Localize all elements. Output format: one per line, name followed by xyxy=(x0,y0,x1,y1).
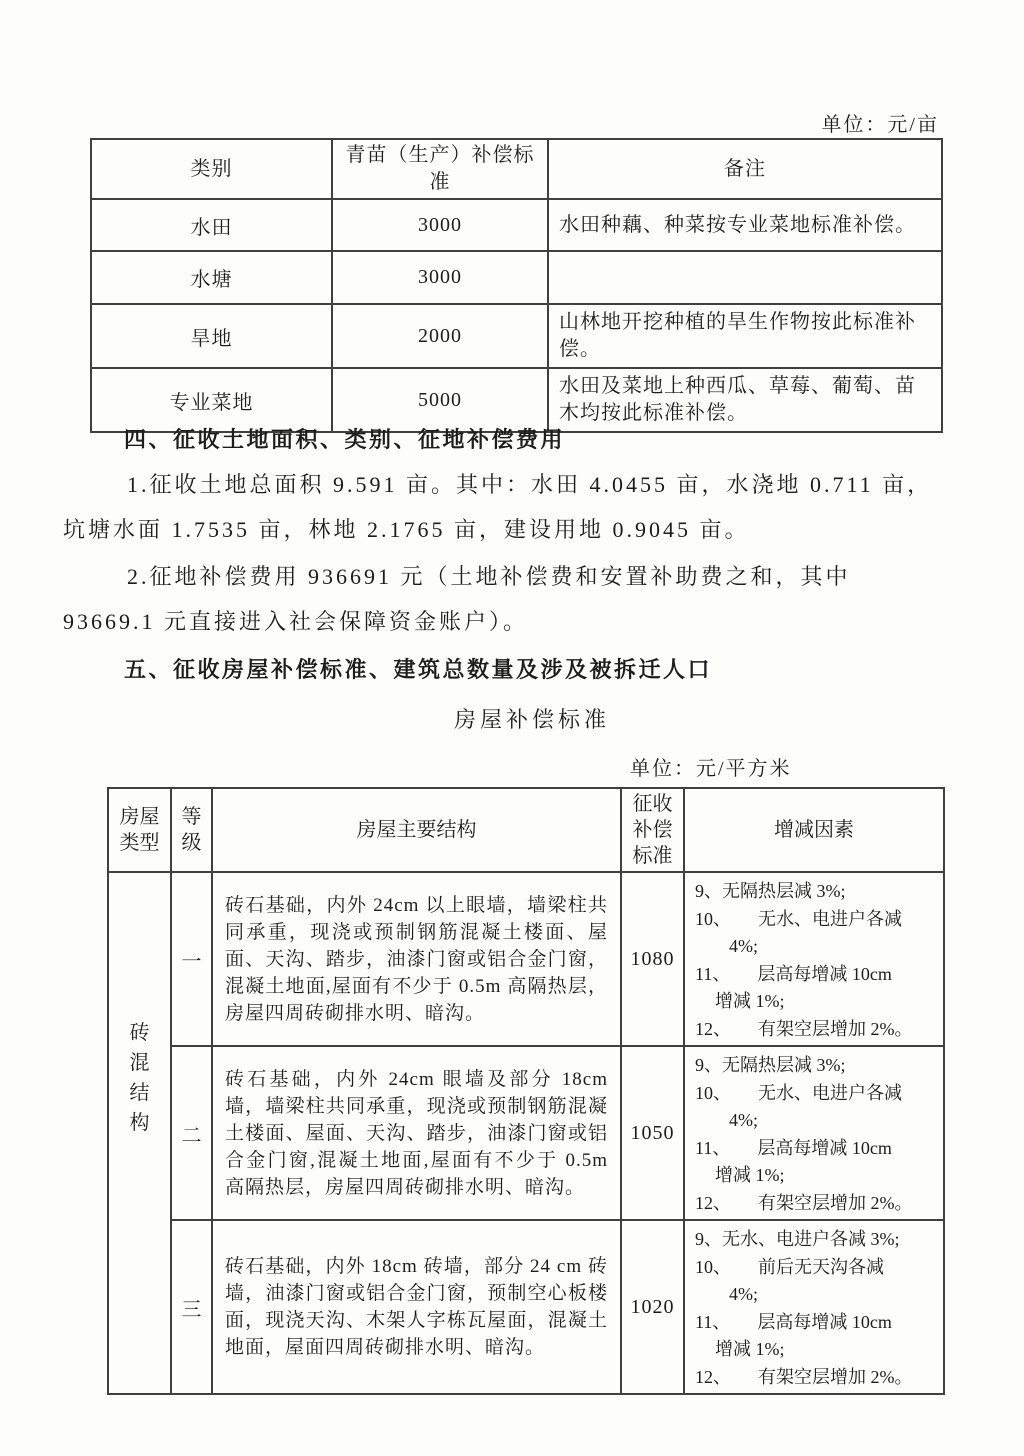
standard-cell: 5000 xyxy=(332,368,548,432)
section4-heading: 四、征收土地面积、类别、征地补偿费用 xyxy=(124,427,566,452)
category-cell: 水塘 xyxy=(91,251,332,304)
category-cell: 专业菜地 xyxy=(91,368,332,432)
table2-unit-label: 单位：元/平方米 xyxy=(630,758,792,780)
factor-line: 11、 层高每增减 10cm xyxy=(695,963,892,984)
col-header-grade: 等级 xyxy=(171,788,212,872)
table-row xyxy=(91,304,942,368)
standard-cell: 1050 xyxy=(621,1046,684,1220)
house-type-cell xyxy=(108,872,171,1394)
standard-cell: 3000 xyxy=(332,199,548,251)
structure-cell: 砖石基础，内外 18cm 砖墙，部分 24 cm 砖墙，油漆门窗或铝合金门窗，预制空心板楼面，现浇天沟、木架人字栋瓦屋面，混凝土地面，屋面四周砖砌排水明、暗沟。 xyxy=(212,1220,621,1394)
table-row xyxy=(108,1046,944,1220)
col-header-standard: 征收补偿标准 xyxy=(621,788,684,872)
factor-line: 增减 1%; xyxy=(715,991,785,1011)
grade-cell: 二 xyxy=(171,1046,212,1220)
table-row xyxy=(108,872,944,1046)
factors-cell xyxy=(684,872,944,1046)
factor-line: 增减 1%; xyxy=(715,1339,785,1359)
table-row xyxy=(108,1220,944,1394)
factor-line: 9、无隔热层减 3%; xyxy=(695,1055,846,1075)
factor-line: 增减 1%; xyxy=(715,1165,785,1185)
crop-compensation-table xyxy=(90,138,943,433)
factor-line: 11、 层高每增减 10cm xyxy=(695,1137,892,1158)
factor-line: 10、 无水、电进户各减 xyxy=(695,1082,902,1103)
category-cell: 水田 xyxy=(91,199,332,251)
col-header-category: 类别 xyxy=(91,139,332,199)
factors-cell xyxy=(684,1046,944,1220)
factor-line: 4%; xyxy=(729,1110,758,1130)
factor-line: 12、 有架空层增加 2%。 xyxy=(695,1366,913,1387)
note-cell: 水田种藕、种菜按专业菜地标准补偿。 xyxy=(548,199,942,251)
note-cell xyxy=(548,251,942,304)
standard-cell: 1020 xyxy=(621,1220,684,1394)
standard-cell: 2000 xyxy=(332,304,548,368)
factor-line: 10、 无水、电进户各减 xyxy=(695,908,902,929)
table-header-row xyxy=(91,139,942,199)
factor-line: 9、无隔热层减 3%; xyxy=(695,881,846,901)
standard-cell: 3000 xyxy=(332,251,548,304)
col-header-house-type: 房屋类型 xyxy=(108,788,171,872)
table-header-row xyxy=(108,788,944,872)
col-header-structure: 房屋主要结构 xyxy=(212,788,621,872)
factor-line: 9、无水、电进户各减 3%; xyxy=(695,1229,900,1249)
table-row xyxy=(91,251,942,304)
col-header-note: 备注 xyxy=(548,139,942,199)
factor-line: 11、 层高每增减 10cm xyxy=(695,1311,892,1332)
factor-line: 4%; xyxy=(729,936,758,956)
section4-paragraph1-line1: 1.征收土地总面积 9.591 亩。其中：水田 4.0455 亩，水浇地 0.711 亩， xyxy=(127,472,933,497)
house-compensation-table xyxy=(107,787,945,1395)
section4-paragraph1-line2: 坑塘水面 1.7535 亩，林地 2.1765 亩，建设用地 0.9045 亩。 xyxy=(63,517,750,542)
note-cell: 水田及菜地上种西瓜、草莓、葡萄、苗木均按此标准补偿。 xyxy=(548,368,942,432)
house-table-title: 房屋补偿标准 xyxy=(453,707,610,732)
factor-line: 12、 有架空层增加 2%。 xyxy=(695,1192,913,1213)
table-row xyxy=(91,199,942,251)
factors-cell xyxy=(684,1220,944,1394)
grade-cell: 一 xyxy=(171,872,212,1046)
table1-unit-label: 单位：元/亩 xyxy=(821,114,939,136)
col-header-factors: 增减因素 xyxy=(684,788,944,872)
note-cell: 山林地开挖种植的旱生作物按此标准补偿。 xyxy=(548,304,942,368)
factor-line: 10、 前后无天沟各减 xyxy=(695,1256,884,1277)
factor-line: 4%; xyxy=(729,1284,758,1304)
structure-cell: 砖石基础，内外 24cm 眼墙及部分 18cm 墙，墙梁柱共同承重，现浇或预制钢筋混凝土楼面、屋面、天沟、踏步，油漆门窗或铝合金门窗,混凝土地面,屋面有不少于 0.5m 高隔热层，房屋四周砖砌排水明、暗沟。 xyxy=(212,1046,621,1220)
factor-line: 12、 有架空层增加 2%。 xyxy=(695,1018,913,1039)
standard-cell: 1080 xyxy=(621,872,684,1046)
structure-cell: 砖石基础，内外 24cm 以上眼墙，墙梁柱共同承重，现浇或预制钢筋混凝土楼面、屋面、天沟、踏步，油漆门窗或铝合金门窗，混凝土地面,屋面有不少于 0.5m 高隔热层，房屋四周砖砌排水明、暗沟。 xyxy=(212,872,621,1046)
section5-heading: 五、征收房屋补偿标准、建筑总数量及涉及被拆迁人口 xyxy=(124,657,713,682)
section4-paragraph2-line1: 2.征地补偿费用 936691 元（土地补偿费和安置补助费之和，其中 xyxy=(127,564,851,589)
section4-paragraph2-line2: 93669.1 元直接进入社会保障资金账户）。 xyxy=(63,609,529,634)
col-header-crop-standard: 青苗（生产）补偿标准 xyxy=(332,139,548,199)
house-type-vertical-label: 砖混结构 xyxy=(129,1022,150,1134)
grade-cell: 三 xyxy=(171,1220,212,1394)
category-cell: 旱地 xyxy=(91,304,332,368)
